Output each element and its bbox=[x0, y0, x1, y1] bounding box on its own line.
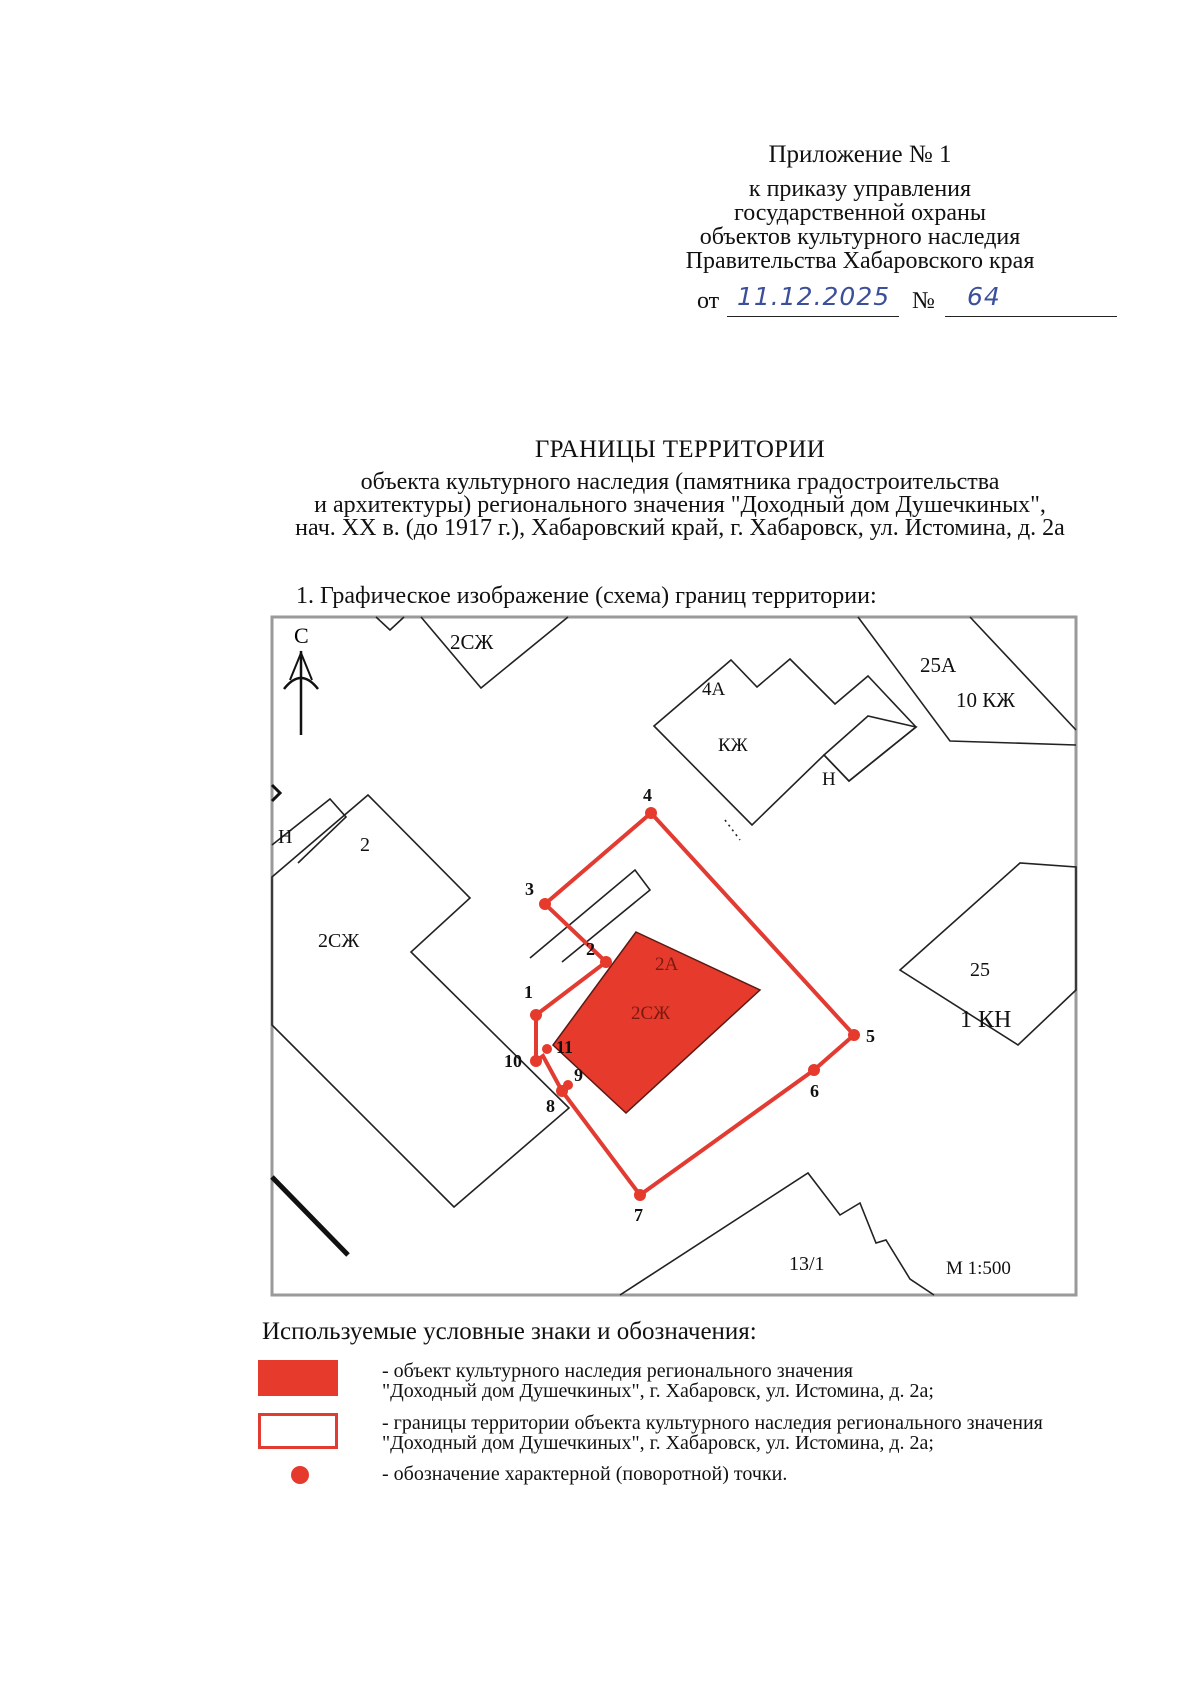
turning-point bbox=[530, 1009, 542, 1021]
outline-red-swatch-icon bbox=[258, 1413, 338, 1449]
legend-text bbox=[382, 1361, 1102, 1401]
turning-point bbox=[634, 1189, 646, 1201]
building-label: 2А bbox=[655, 954, 679, 975]
turning-point bbox=[848, 1029, 860, 1041]
turning-point bbox=[645, 807, 657, 819]
point-label: 1 bbox=[524, 982, 533, 1002]
building-label: КЖ bbox=[718, 735, 748, 756]
point-label: 10 bbox=[504, 1051, 522, 1071]
point-label: 8 bbox=[546, 1096, 555, 1116]
point-label: 5 bbox=[866, 1026, 875, 1046]
building-label: Н bbox=[822, 769, 836, 790]
filled-red-swatch-icon bbox=[258, 1360, 338, 1396]
turning-point bbox=[600, 956, 612, 968]
subtitle-line: нач. XX в. (до 1917 г.), Хабаровский край, г. Хабаровск, ул. Истомина, д. 2а bbox=[295, 515, 1065, 541]
document-subtitle bbox=[236, 471, 1124, 540]
building-label: 2СЖ bbox=[631, 1003, 671, 1024]
appendix-line: к приказу управления bbox=[748, 176, 972, 202]
building-label: 13/1 bbox=[789, 1253, 825, 1275]
date-label: от bbox=[697, 288, 720, 314]
appendix-number: Приложение № 1 bbox=[768, 141, 952, 168]
legend-word: наследия bbox=[564, 1360, 642, 1382]
section-heading: 1. Графическое изображение (схема) границ территории: bbox=[296, 583, 877, 609]
north-label: С bbox=[294, 623, 309, 648]
legend-text bbox=[382, 1464, 1102, 1484]
legend-line: "Доходный дом Душечкиных", г. Хабаровск, ул. Истомина, д. 2а; bbox=[382, 1380, 934, 1402]
appendix-line: Правительства Хабаровского края bbox=[685, 248, 1035, 274]
appendix-line: объектов культурного наследия bbox=[699, 224, 1021, 250]
number-label: № bbox=[912, 288, 935, 314]
legend-word: значения bbox=[776, 1360, 853, 1382]
point-label: 3 bbox=[525, 879, 534, 899]
point-label: 7 bbox=[634, 1205, 643, 1225]
subtitle-line: и архитектуры) регионального значения "Доходный дом Душечкиных", bbox=[314, 492, 1046, 518]
building-label: 1 КН bbox=[960, 1007, 1012, 1033]
order-date-number-line bbox=[697, 280, 1117, 320]
building-label: 2СЖ bbox=[318, 930, 360, 952]
date-underline bbox=[727, 316, 899, 317]
point-label: 11 bbox=[556, 1037, 574, 1057]
legend-word: - bbox=[382, 1360, 389, 1382]
building-label: Н bbox=[278, 826, 293, 848]
document-title: ГРАНИЦЫ ТЕРРИТОРИИ bbox=[534, 436, 826, 463]
building-label: 10 КЖ bbox=[956, 688, 1016, 712]
subtitle-line: объекта культурного наследия (памятника градостроительства bbox=[360, 469, 1000, 495]
building-label: 25 bbox=[970, 959, 990, 981]
building-label: 2СЖ bbox=[450, 630, 494, 654]
legend-word: регионального bbox=[646, 1360, 772, 1382]
boundary-map bbox=[270, 615, 1078, 1297]
map-scale: М 1:500 bbox=[946, 1258, 1011, 1279]
legend-word: объект bbox=[393, 1360, 451, 1382]
legend-text bbox=[382, 1413, 1102, 1453]
building-label: 25А bbox=[920, 653, 957, 677]
point-label: 2 bbox=[586, 939, 595, 959]
turning-point bbox=[542, 1044, 552, 1054]
handwritten-number: 64 bbox=[967, 282, 1001, 311]
legend-word: культурного bbox=[455, 1360, 560, 1382]
handwritten-date: 11.12.2025 bbox=[737, 282, 891, 311]
legend-heading: Используемые условные знаки и обозначения: bbox=[262, 1318, 757, 1345]
point-label: 6 bbox=[810, 1081, 819, 1101]
legend-line: "Доходный дом Душечкиных", г. Хабаровск, ул. Истомина, д. 2а; bbox=[382, 1432, 934, 1454]
turning-point bbox=[563, 1080, 573, 1090]
legend-line: - границы территории объекта культурного наследия регионального значения bbox=[382, 1412, 1043, 1434]
appendix-line: государственной охраны bbox=[733, 200, 987, 226]
point-label: 4 bbox=[643, 785, 652, 805]
red-dot-icon bbox=[291, 1466, 309, 1484]
turning-point bbox=[808, 1064, 820, 1076]
legend-line-justified bbox=[382, 1361, 1102, 1381]
number-underline bbox=[945, 316, 1117, 317]
building-label: 2 bbox=[360, 834, 370, 856]
turning-point bbox=[539, 898, 551, 910]
point-label: 9 bbox=[574, 1065, 583, 1085]
building-label: 4А bbox=[702, 679, 726, 700]
appendix-header bbox=[600, 143, 1120, 273]
turning-point bbox=[530, 1055, 542, 1067]
legend-line: - обозначение характерной (поворотной) точки. bbox=[382, 1463, 788, 1485]
